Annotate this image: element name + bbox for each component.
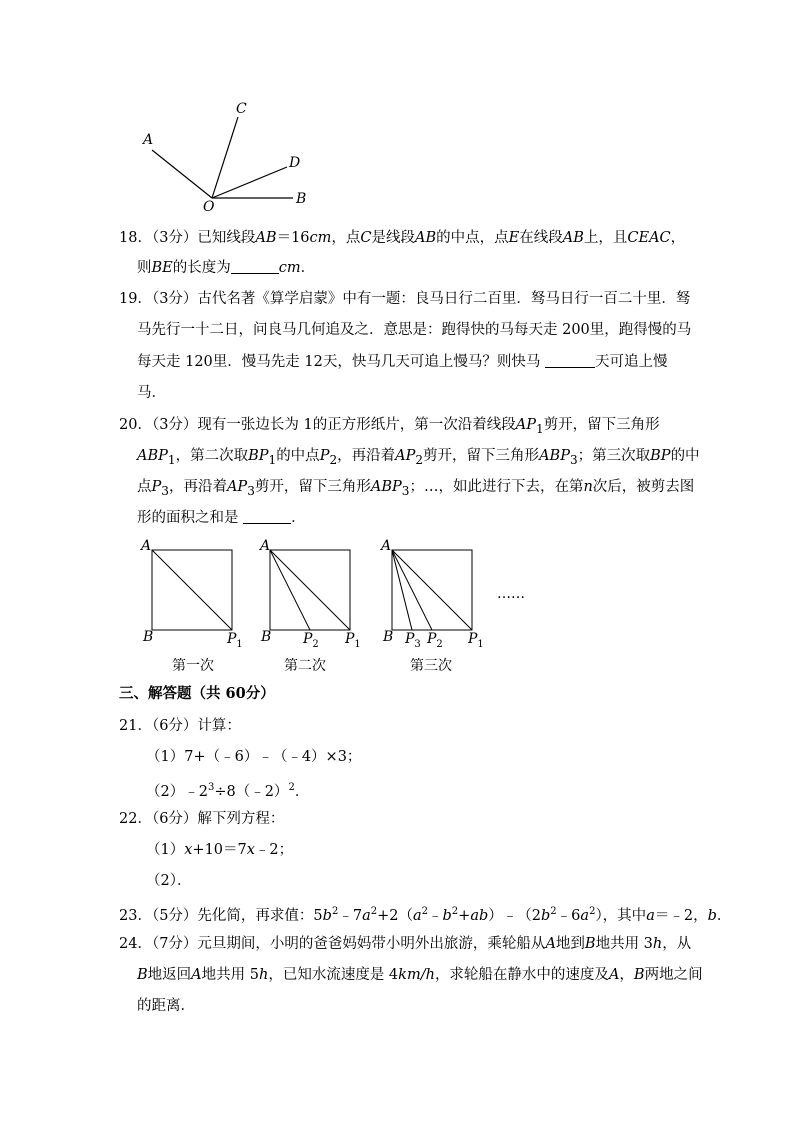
- fig1-cut-ap1: [152, 550, 232, 630]
- q22-part1: [146, 840, 293, 860]
- fig2-p2-sub: 2: [312, 638, 319, 650]
- q24-l2e: ，: [619, 967, 634, 983]
- q20-l4b: ．: [291, 510, 306, 526]
- fig3-caption: 第三次: [410, 658, 452, 674]
- fig2-label-b: B: [261, 629, 272, 645]
- q23-line1: [119, 902, 731, 926]
- q22-p1b: x: [184, 842, 193, 858]
- q24-l2a: 地返回: [147, 967, 192, 983]
- q18-ab2: AB: [415, 230, 437, 246]
- q20-abp1: ABP: [137, 448, 168, 464]
- q23-f: +: [458, 907, 471, 924]
- q23-a2: a: [412, 907, 422, 924]
- q20-l3e: 次后，被剪去图: [592, 479, 695, 495]
- q20-p3: P: [151, 479, 162, 495]
- q20-line4: [137, 508, 306, 528]
- q21-part1: （1）7+（﹣6）﹣（﹣4）×3；: [146, 749, 362, 765]
- q18-ab3: AB: [562, 230, 584, 246]
- q23-i: ），其中: [595, 907, 647, 924]
- q21-p2sup1: 3: [207, 782, 215, 793]
- q19-line4: 马．: [137, 385, 166, 401]
- fig3-p3-text: P: [405, 631, 415, 647]
- q24-line3: 的距离．: [137, 998, 195, 1014]
- figures-ellipsis: ……: [497, 586, 525, 602]
- fig1-caption: 第一次: [172, 658, 214, 674]
- q20-sub2b: 2: [415, 452, 424, 467]
- q21-p2a: （2）﹣2: [146, 783, 208, 800]
- q19-answer-blank: [545, 353, 595, 368]
- q23-c: ﹣7: [338, 907, 363, 924]
- q24-l2d: ，求轮船在静水中的速度及: [434, 967, 609, 983]
- fig2-label-p2: [303, 631, 319, 650]
- q18-l2c: cm: [278, 260, 301, 276]
- fig2-cut-ap1: [270, 550, 350, 630]
- q20-sub2a: 2: [329, 452, 338, 467]
- fig1-label-p1: [227, 631, 243, 650]
- fig1-label-b: B: [143, 629, 154, 645]
- q20-l3b: ，再沿着: [168, 479, 227, 495]
- fig2-caption: 第二次: [284, 658, 326, 674]
- q22-p1d: x: [246, 842, 255, 858]
- q18-mid2: 是线段: [371, 230, 416, 246]
- q24-a3: A: [608, 967, 620, 983]
- q23-s5: 2: [550, 906, 557, 917]
- q20-sub3a: 3: [569, 452, 578, 467]
- q23-s3: 2: [421, 906, 428, 917]
- q23-b1: b: [322, 907, 332, 924]
- fig3-label-p1: [468, 631, 484, 650]
- q20-l3a: 点: [137, 479, 152, 495]
- q21-p2b: ÷8（﹣2）: [214, 783, 289, 800]
- q24-b2: B: [137, 967, 148, 983]
- q23-a1: a: [362, 907, 371, 924]
- q18-ab: AB: [255, 230, 277, 246]
- q22-p1a: （1）: [146, 842, 185, 858]
- q23-j: ＝﹣2，: [654, 907, 708, 924]
- q23-e: ﹣: [428, 907, 443, 924]
- fig2-cut-ap2: [270, 550, 310, 630]
- q20-sub3c: 3: [247, 483, 255, 498]
- q24-l2b: 地共用 5: [201, 967, 259, 983]
- q21-p2c: ．: [294, 783, 310, 800]
- q20-l3c: 剪开，留下三角形: [254, 479, 371, 495]
- q20-l2b: ，第二次取: [175, 448, 249, 464]
- q23-h: ﹣6: [556, 907, 581, 924]
- q21-line1: 21．（6分）计算：: [119, 718, 241, 734]
- q19-line2: 马先行一十二日，问良马几何追及之．意思是：跑得快的马每天走 200里，跑得慢的马: [137, 322, 692, 338]
- q23-s1: 2: [331, 906, 339, 917]
- label-d: D: [289, 155, 301, 171]
- q24-b3: B: [633, 967, 645, 983]
- q20-ap3: AP: [226, 479, 248, 495]
- q20-line3: [137, 477, 694, 501]
- q20-figures: [135, 538, 535, 678]
- fig1-p1-text: P: [227, 631, 237, 647]
- q22-p1e: ﹣2；: [254, 842, 294, 858]
- q18-l2d: ．: [300, 260, 316, 276]
- fig3-label-a: A: [381, 538, 392, 554]
- q18-line2: [137, 258, 315, 278]
- q22-part2: （2）．: [146, 873, 192, 889]
- q20-abp3: ABP: [539, 448, 570, 464]
- q20-l2c: 的中点: [276, 448, 320, 464]
- section3-title: 三、解答题（共 60分）: [119, 685, 275, 702]
- fig3-cut-ap1: [392, 550, 472, 630]
- q22-line1: 22．（6分）解下列方程：: [119, 811, 285, 827]
- q20-bp1: BP: [248, 448, 269, 464]
- q21-part2: [146, 778, 309, 802]
- q18-end1: ，: [670, 230, 686, 246]
- q24-h2: h: [258, 967, 269, 983]
- q18-mid4: 在线段: [519, 230, 563, 246]
- q24-b1: B: [584, 936, 596, 952]
- q20-line2: [137, 446, 700, 470]
- q20-l2g: 的中: [670, 448, 700, 464]
- fig2-p1-sub: 1: [354, 638, 361, 650]
- fig3-p2-text: P: [427, 631, 437, 647]
- q20-p2: P: [319, 448, 330, 464]
- fig2-label-p1: [345, 631, 361, 650]
- fig1-label-a: A: [141, 538, 152, 554]
- q20-l3d: ；…，如此进行下去，在第: [409, 479, 584, 495]
- fig2-p2-text: P: [303, 631, 313, 647]
- q18-line1: [119, 228, 685, 248]
- q20-l2f: ；第三次取: [577, 448, 651, 464]
- label-b: B: [296, 191, 307, 207]
- q18-cm: cm: [309, 230, 332, 246]
- q19-l3a: 每天走 120里．慢马先走 12天，快马几天可追上慢马？则快马: [137, 354, 545, 370]
- q24-l1d: ，从: [662, 936, 692, 952]
- q20-ap1: AP: [515, 417, 536, 433]
- q20-sub3b: 3: [161, 483, 169, 498]
- q20-l4a: 形的面积之和是: [137, 510, 244, 526]
- q20-sub1b: 1: [167, 452, 176, 467]
- q23-s6: 2: [589, 906, 596, 917]
- q20-abp3b: ABP: [370, 479, 402, 495]
- q18-c: C: [360, 230, 372, 246]
- q20-ap2: AP: [395, 448, 416, 464]
- q19-line1: 19．（3分）古代名著《算学启蒙》中有一题：良马日行二百里．驽马日行一百二十里．驽: [119, 291, 691, 307]
- q23-a4: a: [646, 907, 655, 924]
- label-a: A: [143, 132, 154, 148]
- q21-p2sup2: 2: [288, 782, 295, 793]
- label-o: O: [203, 199, 215, 215]
- q18-text: 18．（3分）已知线段: [119, 230, 256, 246]
- q19-line3: [137, 352, 667, 372]
- q24-l1b: 地到: [555, 936, 585, 952]
- label-c: C: [236, 101, 247, 117]
- ray-oa: [152, 150, 212, 198]
- q18-answer-blank: [231, 259, 279, 274]
- q23-b4: b: [707, 907, 717, 924]
- q20-sub1c: 1: [268, 452, 277, 467]
- q24-line2: [137, 965, 703, 985]
- q23-ab: ab: [470, 907, 489, 924]
- fig3-cut-ap3: [392, 550, 412, 630]
- q20-l1a: 20．（3分）现有一张边长为 1的正方形纸片，第一次沿着线段: [119, 417, 516, 433]
- q20-bp: BP: [650, 448, 671, 464]
- q18-mid5: 上，且: [583, 230, 628, 246]
- q19-l3b: 天可追上慢: [594, 354, 668, 370]
- fig3-p3-sub: 3: [414, 638, 421, 650]
- q24-kmh: km/h: [398, 967, 435, 983]
- angle-figure-svg: [135, 100, 315, 215]
- fig3-label-p3: [405, 631, 421, 650]
- fig3-p2-sub: 2: [436, 638, 443, 650]
- q18-e: E: [508, 230, 520, 246]
- q18-be: BE: [151, 260, 173, 276]
- fig3-label-p2: [427, 631, 443, 650]
- fig3-p1-text: P: [468, 631, 478, 647]
- q24-l2f: 两地之间: [644, 967, 703, 983]
- q22-p1c: +10＝7: [192, 842, 247, 858]
- q23-d: +2（: [377, 907, 413, 924]
- fig3-p1-sub: 1: [477, 638, 484, 650]
- q20-sub3d: 3: [401, 483, 410, 498]
- q18-eq: ＝16: [276, 230, 310, 246]
- q24-a1: A: [545, 936, 556, 952]
- q20-l2e: 剪开，留下三角形: [423, 448, 540, 464]
- fig3-cut-ap2: [392, 550, 432, 630]
- q23-g: ）﹣（2: [488, 907, 541, 924]
- q18-mid: ，点: [331, 230, 361, 246]
- q20-n: n: [583, 479, 593, 495]
- angle-figure: [135, 100, 315, 215]
- q20-answer-blank: [243, 509, 291, 524]
- q23-s2: 2: [370, 906, 378, 917]
- q20-line1: [119, 415, 660, 439]
- q24-l1a: 24．（7分）元旦期间，小明的爸爸妈妈带小明外出旅游，乘轮船从: [119, 936, 546, 952]
- q23-k: ．: [716, 907, 732, 924]
- q23-s4: 2: [451, 906, 459, 917]
- q20-l1b: 剪开，留下三角形: [543, 417, 660, 433]
- q23-b3: b: [541, 907, 551, 924]
- q24-a2: A: [191, 967, 202, 983]
- q18-ceac: CEAC: [627, 230, 671, 246]
- q23-a3: a: [580, 907, 590, 924]
- q18-l2a: 则: [137, 260, 152, 276]
- q24-h1: h: [652, 936, 663, 952]
- fig3-label-b: B: [383, 629, 394, 645]
- ray-oc: [212, 117, 238, 198]
- q18-mid3: 的中点，点: [436, 230, 509, 246]
- fig2-label-a: A: [260, 538, 271, 554]
- ray-od: [212, 167, 287, 198]
- q24-l2c: ，已知水流速度是 4: [268, 967, 399, 983]
- fig2-p1-text: P: [345, 631, 355, 647]
- q18-l2b: 的长度为: [172, 260, 231, 276]
- q23-b2: b: [442, 907, 452, 924]
- fig1-p1-sub: 1: [236, 638, 243, 650]
- q24-line1: [119, 934, 691, 954]
- q20-l2d: ，再沿着: [337, 448, 396, 464]
- q23-a: 23．（5分）先化简，再求值：5: [119, 907, 323, 924]
- q20-sub1: 1: [536, 421, 544, 436]
- q24-l1c: 地共用 3: [595, 936, 653, 952]
